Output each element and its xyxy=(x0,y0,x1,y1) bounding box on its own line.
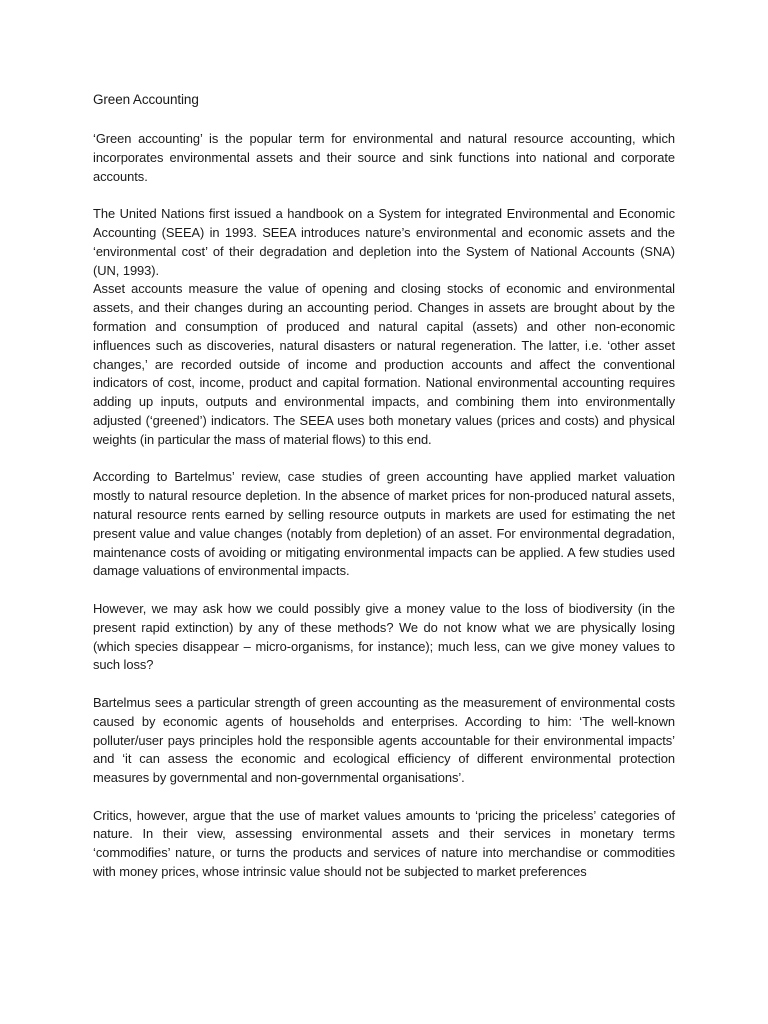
document-body xyxy=(93,90,675,901)
paragraph-seea-handbook: The United Nations first issued a handbook on a System for integrated Environmental and Economic Accounting (SEEA) in 1993. SEEA introduces nature’s environmental and economic assets and the ‘environmental cost’ of their degradation and depletion into the System of National Accounts (SNA) (UN, 1993). xyxy=(93,206,675,278)
paragraph-definition: ‘Green accounting’ is the popular term for environmental and natural resource accounting, which incorporates environmental assets and their source and sink functions into national and corporate accounts. xyxy=(93,131,675,184)
page-title: Green Accounting xyxy=(93,92,199,107)
paragraph-bartelmus-strength: Bartelmus sees a particular strength of green accounting as the measurement of environmental costs caused by economic agents of households and enterprises. According to him: ‘The well-known polluter/user pays principles hold the responsible agents accountable for their environmental impacts’ and ‘it can assess the economic and ecological efficiency of different environmental protection measures by governmental and non-governmental organisations’. xyxy=(93,694,675,786)
paragraph-asset-accounts: Asset accounts measure the value of opening and closing stocks of economic and environmental assets, and their changes during an accounting period. Changes in assets are brought about by the formation and consumption of produced and natural capital (assets) and other non-economic influences such as discoveries, natural disasters or natural regeneration. The latter, i.e. ‘other asset changes,’ are recorded outside of income and production accounts and affect the conventional indicators of cost, income, product and capital formation. National environmental accounting requires adding up inputs, outputs and environmental impacts, and combining them into environmentally adjusted (‘greened’) indicators. The SEEA uses both monetary values (prices and costs) and physical weights (in particular the mass of material flows) to this end. xyxy=(93,281,675,447)
paragraph-biodiversity-question: However, we may ask how we could possibly give a money value to the loss of biodiversity (in the present rapid extinction) by any of these methods? We do not know what we are physically losing (which species disappear – micro-organisms, for instance); much less, can we give money values to such loss? xyxy=(93,600,675,673)
paragraph-bartelmus-review: According to Bartelmus’ review, case studies of green accounting have applied market valuation mostly to natural resource depletion. In the absence of market prices for non-produced natural assets, natural resource rents earned by selling resource outputs in markets are used for estimating the net present value and value changes (notably from depletion) of an asset. For environmental degradation, maintenance costs of avoiding or mitigating environmental impacts can be applied. A few studies used damage valuations of environmental impacts. xyxy=(93,469,675,579)
paragraph-critics: Critics, however, argue that the use of market values amounts to ‘pricing the priceless’ categories of nature. In their view, assessing environmental assets and their services in monetary terms ‘commodifies’ nature, or turns the products and services of nature into merchandise or commodities with money prices, whose intrinsic value should not be subjected to market preferences xyxy=(93,807,675,880)
